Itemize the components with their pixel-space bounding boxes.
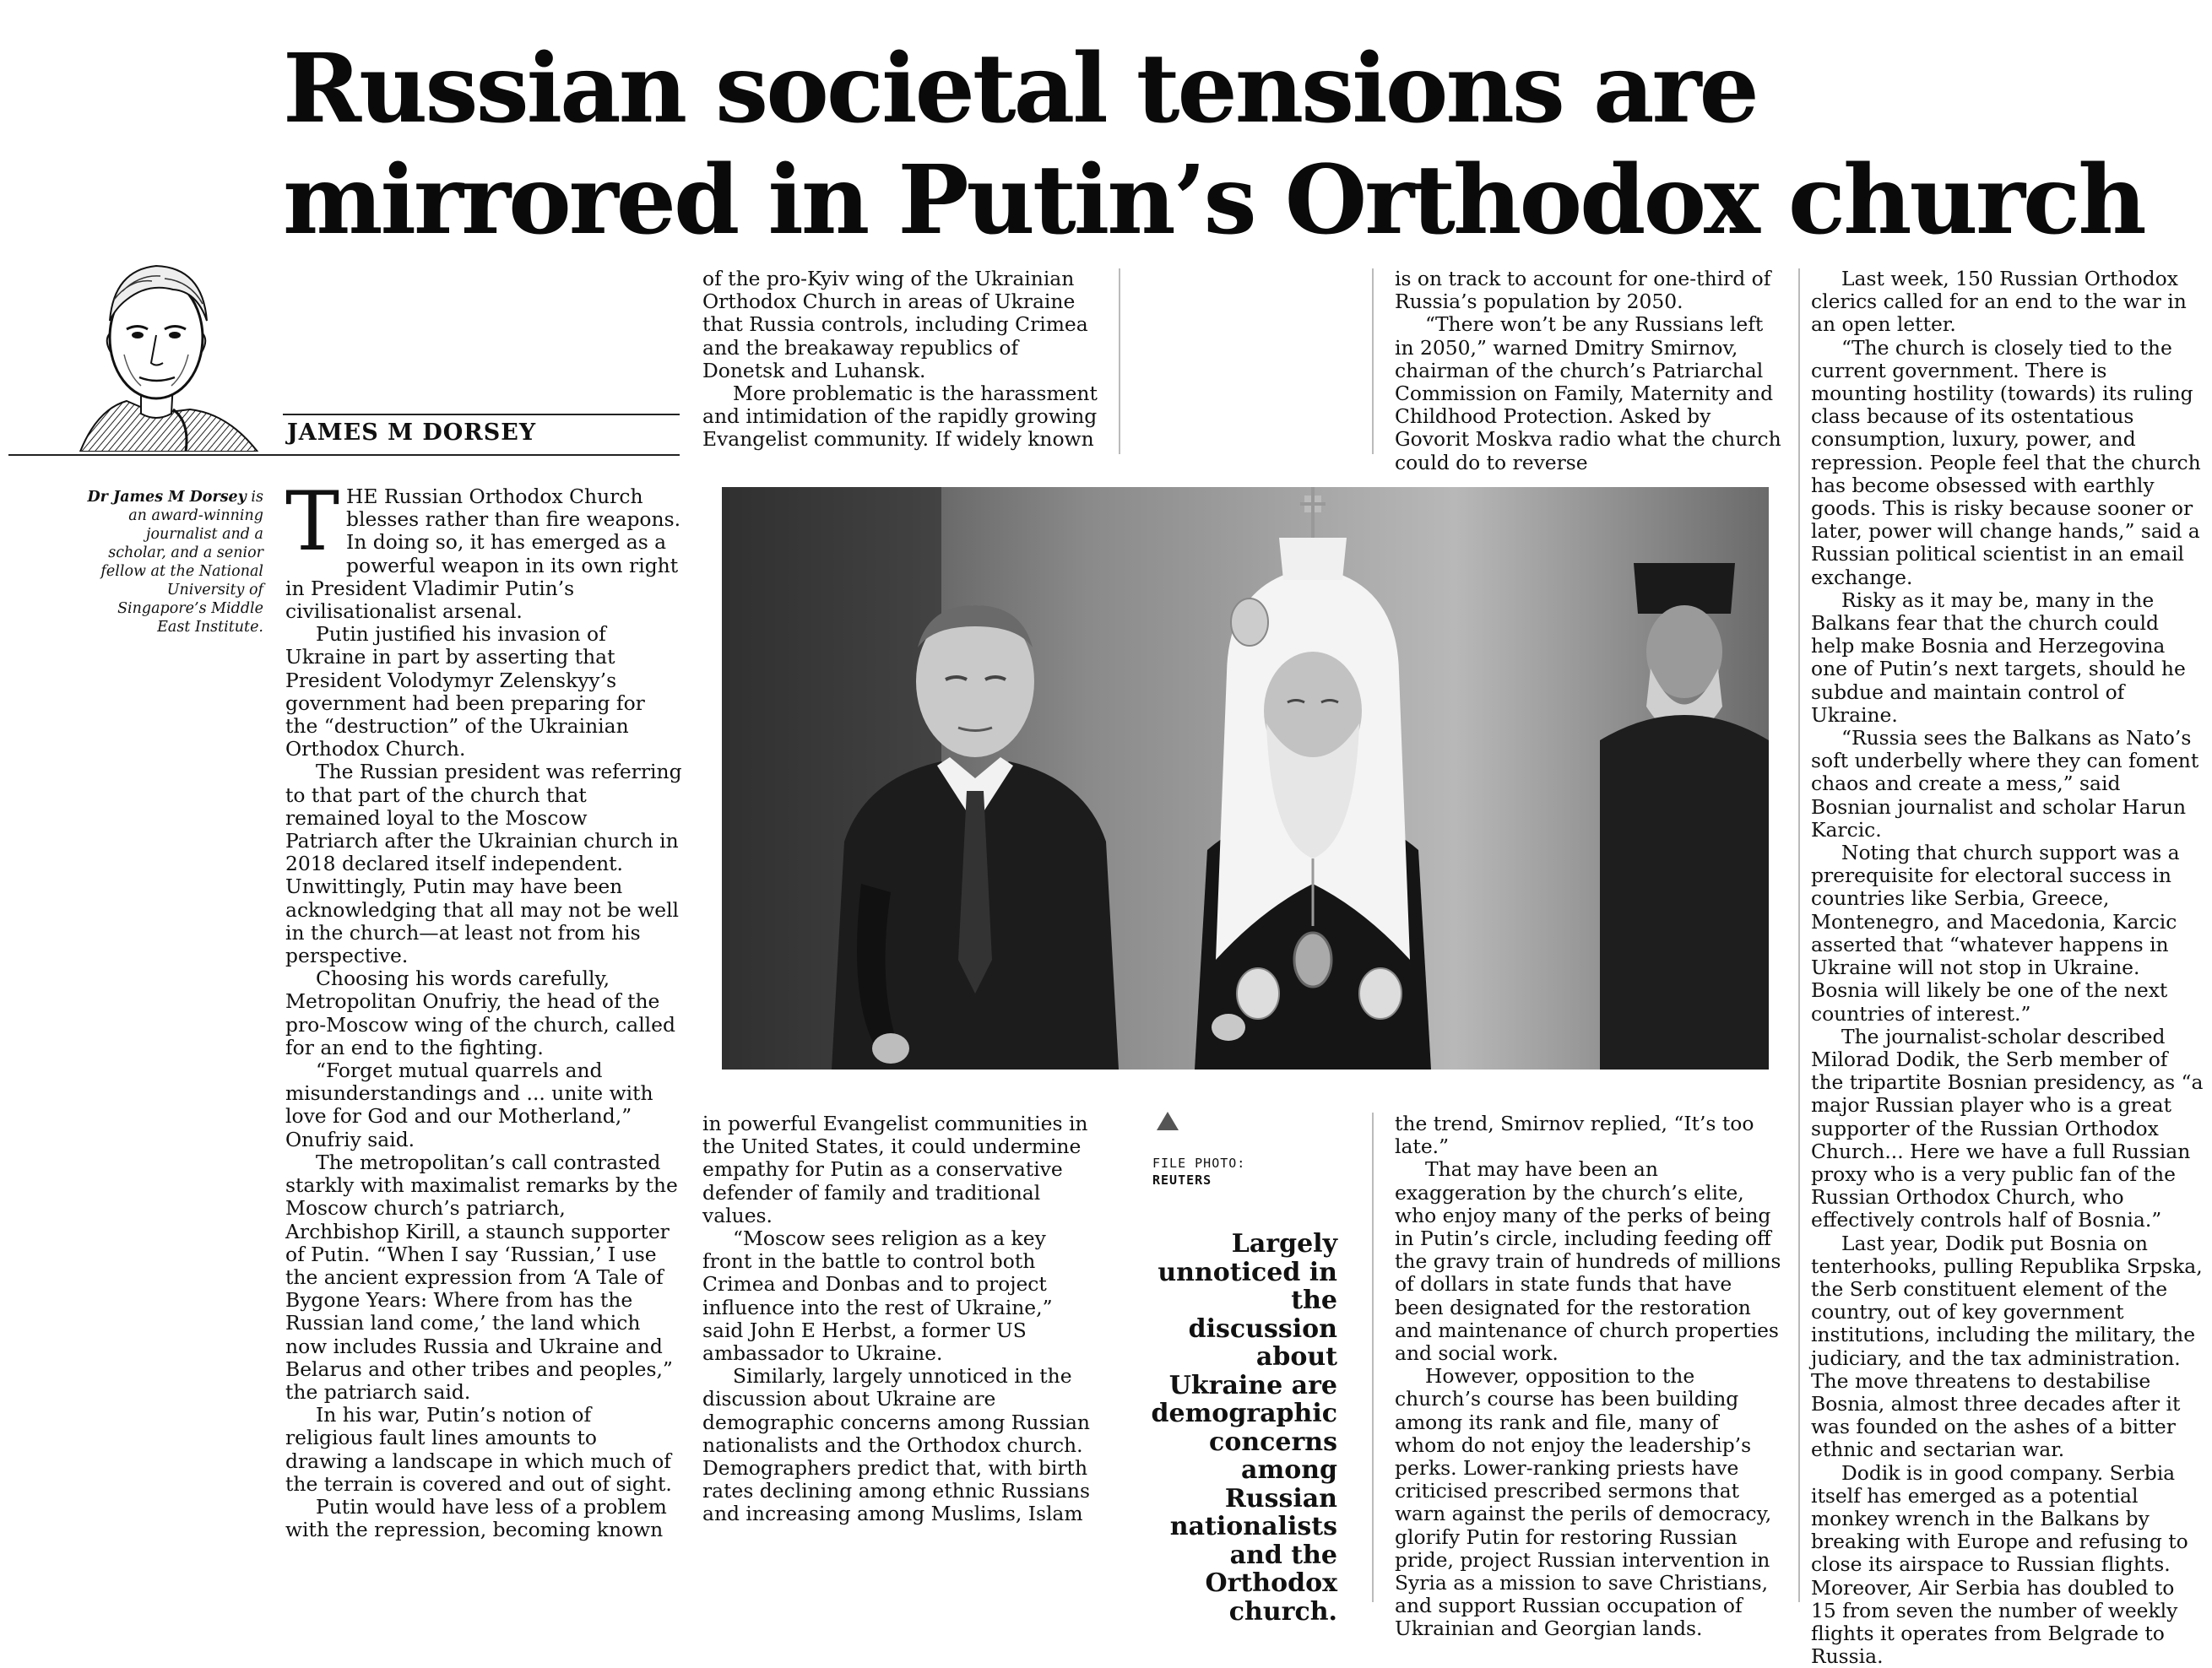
article-paragraph: in powerful Evangelist communities in the United States, it could undermine empathy for Putin as a conservative defender of family and traditional values.	[702, 1112, 1088, 1227]
article-paragraph: Similarly, largely unnoticed in the discussion about Ukraine are demographic concerns among Russian nationalists and the Orthodox church. Demographers predict that, with birth rates declining among ethnic Russians and increasing among Muslims, Islam	[702, 1364, 1090, 1526]
article-paragraph: Noting that church support was a prerequisite for electoral success in countries like Serbia, Greece, Montenegro, and Macedonia, Karcic asserted that “whatever happens in Ukraine will not stop in Ukraine. Bosnia will likely be one of the next countries of interest.”	[1811, 841, 2180, 1026]
column-divider	[1372, 268, 1374, 454]
column-divider	[1119, 268, 1120, 454]
article-paragraph: Putin would have less of a problem with the repression, becoming known	[285, 1494, 667, 1542]
photo-credit-label: FILE PHOTO:	[1152, 1156, 1246, 1171]
article-paragraph: “Moscow sees religion as a key front in the battle to control both Crimea and Donbas and to project influence into the rest of Ukraine,” said John E Herbst, a former US ambassador to Ukraine.	[702, 1227, 1053, 1366]
article-column-4	[1811, 268, 2204, 1668]
article-paragraph: Putin justified his invasion of Ukraine in part by asserting that President Volodymyr Zelenskyy’s government had been preparing for the “destruction” of the Ukrainian Orthodox Church.	[285, 622, 645, 761]
article-paragraph: The metropolitan’s call contrasted starkly with maximalist remarks by the Moscow church’s patriarch, Archbishop Kirill, a staunch supporter of Putin. “When I say ‘Russian,’ I use the ancient expression from ‘A Tale of Bygone Years: Where from has the Russian land come,’ the land which now includes Russia and Ukraine and Belarus and other tribes and peoples,” the patriarch said.	[285, 1150, 678, 1404]
pull-quote: Largely unnoticed in the discussion about Ukraine are demographic concerns among Russian nationalists and the Orthodox church.	[1151, 1229, 1337, 1627]
headline-line-2: mirrored in Putin’s Orthodox church	[283, 145, 2144, 256]
headline-line-1: Russian societal tensions are	[283, 34, 1757, 144]
article-paragraph: “The church is closely tied to the current government. There is mounting hostility (towards) its ruling class because of its ostentatious consumption, luxury, power, and repression. People feel that the church has become obsessed with earthly goods. This is risky because sooner or later, power will change hands,” said a Russian political scientist in an email exchange.	[1811, 335, 2201, 589]
article-paragraph: That may have been an exaggeration by the church’s elite, who enjoy many of the perks of being in Putin’s circle, including feeding off the gravy train of hundreds of millions of dollars in state funds that have been designated for the restoration and maintenance of church properties and social work.	[1395, 1157, 1781, 1366]
section-rule	[8, 454, 680, 456]
article-paragraph: However, opposition to the church’s course has been building among its rank and file, many of whom do not enjoy the leadership’s perks. Lower-ranking priests have criticised prescribed sermons that warn against the perils of democracy, glorify Putin for restoring Russian pride, project Russian intervention in Syria as a mission to save Christians, and support Russian occupation of Ukrainian and Georgian lands.	[1395, 1364, 1772, 1641]
article-paragraph: “Russia sees the Balkans as Nato’s soft underbelly where they can foment chaos and create a mess,” said Bosnian journalist and scholar Harun Karcic.	[1811, 726, 2199, 842]
article-paragraph: Last year, Dodik put Bosnia on tenterhooks, pulling Republika Srpska, the Serb constituent element of the country, out of key government institutions, including the military, the judiciary, and the tax administration. The move threatens to destabilise Bosnia, almost three decades after it was founded on the ashes of a bitter ethnic and sectarian war.	[1811, 1231, 2203, 1462]
article-column-2-bottom	[702, 1113, 1098, 1526]
article-paragraph: is on track to account for one-third of Russia’s population by 2050.	[1395, 267, 1771, 314]
byline: JAMES M DORSEY	[287, 420, 537, 446]
article-paragraph: The journalist-scholar described Milorad Dodik, the Serb member of the tripartite Bosnian presidency, as “a major Russian player who is a great supporter of the Russian Orthodox Church... Here we have a full Russian proxy who is a very public fan of the Russian Orthodox Church, who effectively controls half of Bosnia.”	[1811, 1024, 2204, 1232]
news-photo	[722, 487, 1769, 1070]
author-bio-text: is an award-winning journalist and a scholar, and a senior fellow at the National University of Singapore’s Middle East Institute.	[100, 489, 263, 636]
column-divider	[1798, 268, 1800, 1602]
author-portrait	[46, 241, 283, 452]
author-bio-name: Dr James M Dorsey	[87, 489, 247, 506]
article-paragraph: Risky as it may be, many in the Balkans fear that the church could help make Bosnia and Herzegovina one of Putin’s next targets, should he subdue and maintain control of Ukraine.	[1811, 588, 2186, 727]
article-paragraph: Choosing his words carefully, Metropolitan Onufriy, the head of the pro-Moscow wing of the church, called for an end to the fighting.	[285, 967, 675, 1059]
column-divider	[1372, 1113, 1374, 1602]
article-paragraph: More problematic is the harassment and intimidation of the rapidly growing Evangelist community. If widely known	[702, 382, 1098, 452]
article-paragraph: Dodik is in good company. Serbia itself has emerged as a potential monkey wrench in the Balkans by breaking with Europe and refusing to close its airspace to Russian flights. Moreover, Air Serbia has doubled to 15 from seven the number of weekly flights it operates from Belgrade to Russia.	[1811, 1460, 2188, 1668]
article-column-3-bottom	[1395, 1113, 1783, 1641]
author-bio	[84, 488, 263, 636]
article-paragraph: In his war, Putin’s notion of religious fault lines amounts to drawing a landscape in which much of the terrain is covered and out of sight.	[285, 1403, 672, 1496]
article-column-3-top	[1395, 268, 1783, 474]
article-paragraph: THE Russian Orthodox Church blesses rather than fire weapons. In doing so, it has emerged as a powerful weapon in its own right in President Vladimir Putin’s civilisationalist arsenal.	[285, 474, 681, 624]
caption-triangle-icon	[1157, 1112, 1179, 1130]
article-paragraph: of the pro-Kyiv wing of the Ukrainian Orthodox Church in areas of Ukraine that Russia controls, including Crimea and the breakaway republics of Donetsk and Luhansk.	[702, 267, 1088, 382]
byline-rule	[283, 414, 680, 415]
article-paragraph: “There won’t be any Russians left in 2050,” warned Dmitry Smirnov, chairman of the church’s Patriarchal Commission on Family, Maternity and Childhood Protection. Asked by Govorit Moskva radio what the church could do to reverse	[1395, 312, 1781, 474]
article-paragraph: the trend, Smirnov replied, “It’s too late.”	[1395, 1112, 1754, 1159]
article-paragraph: Last week, 150 Russian Orthodox clerics called for an end to the war in an open letter.	[1811, 267, 2187, 337]
article-paragraph: “Forget mutual quarrels and misunderstandings and ... unite with love for God and our Motherland,” Onufriy said.	[285, 1059, 653, 1151]
drop-cap: T	[285, 474, 340, 569]
article-column-1	[285, 474, 682, 1542]
headline	[283, 34, 2182, 257]
photo-credit-source: REUTERS	[1152, 1172, 1212, 1188]
photo-caption	[1152, 1155, 1245, 1189]
article-paragraph: The Russian president was referring to that part of the church that remained loyal to the Moscow Patriarch after the Ukrainian church in 2018 declared itself independent. Unwittingly, Putin may have been acknowledging that all may not be well in the church—at least not from his perspective.	[285, 760, 682, 968]
article-column-2-top	[702, 268, 1098, 452]
